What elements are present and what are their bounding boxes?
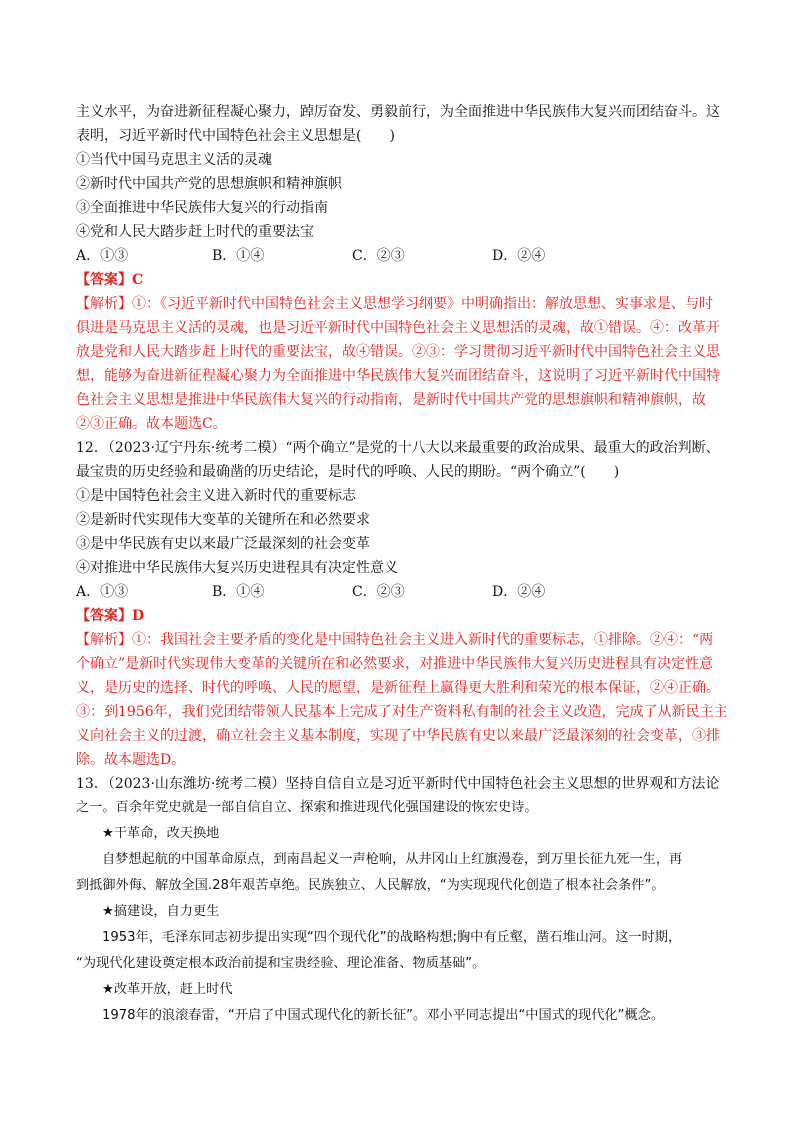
q12-analysis-line-5: 义向社会主义的过渡，确立社会主义基本制度，实现了中华民族有史以来最广泛最深刻的社会变革，③排	[76, 728, 720, 744]
q13-section-1-line-2: 到抵御外侮、解放全国.28年艰苦卓绝。民族独立、人民解放，“为实现现代化创造了根本社会条件”。	[76, 878, 665, 893]
q11-option-a: A．①③	[76, 248, 129, 264]
q11-stem-line-2: 表明，习近平新时代中国特色社会主义思想是( )	[76, 128, 395, 144]
q13-section-2-line-2: “为现代化建设奠定根本政治前提和宝贵经验、理论准备、物质基础”。	[76, 956, 486, 971]
q11-analysis-line-4: 想，能够为奋进新征程凝心聚力为全面推进中华民族伟大复兴而团结奋斗，这说明了习近平新时代中国特	[76, 368, 720, 384]
q12-analysis-line-3: 义，是历史的选择、时代的呼唤、人民的愿望，是新征程上赢得更大胜利和荣光的根本保证，②④正确。	[76, 680, 720, 696]
q12-item-4: ④对推进中华民族伟大复兴历史进程具有决定性意义	[76, 560, 398, 576]
q13-section-3-heading: ★改革开放，赶上时代	[102, 982, 233, 997]
q12-analysis-line-2: 个确立”是新时代实现伟大变革的关键所在和必然要求，对推进中华民族伟大复兴历史进程具有决定性意	[76, 656, 714, 672]
q11-option-c: C．②③	[352, 248, 405, 264]
q11-analysis-line-5: 色社会主义思想是推进中华民族伟大复兴的行动指南，是新时代中国共产党的思想旗帜和精神旗帜，故	[76, 392, 706, 408]
q11-analysis-line-6: ②③正确。故本题选C。	[76, 416, 227, 432]
q13-stem-line-1: 13．（2023·山东潍坊·统考二模）坚持自信自立是习近平新时代中国特色社会主义思想的世界观和方法论	[76, 776, 720, 792]
q11-analysis-line-2: 俱进是马克思主义活的灵魂，也是习近平新时代中国特色社会主义思想活的灵魂，故①错误。④：改革开	[76, 320, 720, 336]
q12-option-a: A．①③	[76, 584, 129, 600]
q13-section-2-heading: ★搞建设，自力更生	[102, 904, 220, 919]
q13-section-3-line-1: 1978年的浪滚春雷，“开启了中国式现代化的新长征”。邓小平同志提出“中国式的现代化”概念。	[102, 1008, 665, 1023]
q12-analysis-line-4: ③：到1956年，我们党团结带领人民基本上完成了对生产资料私有制的社会主义改造，完成了从新民主主	[76, 704, 728, 720]
q11-option-d: D．②④	[492, 248, 546, 264]
q12-analysis-line-1: 【解析】①：我国社会主要矛盾的变化是中国特色社会主义进入新时代的重要标志，①排除。②④：“两	[76, 632, 714, 648]
q12-item-2: ②是新时代实现伟大变革的关键所在和必然要求	[76, 512, 370, 528]
q12-stem-line-1: 12．（2023·辽宁丹东·统考二模）“两个确立”是党的十八大以来最重要的政治成果、最重大的政治判断、	[76, 440, 720, 456]
q13-stem-line-2: 之一。百余年党史就是一部自信自立、探索和推进现代化强国建设的恢宏史诗。	[76, 800, 538, 815]
q12-option-c: C．②③	[352, 584, 405, 600]
q13-section-1-line-1: 自梦想起航的中国革命原点，到南昌起义一声枪响，从井冈山上红旗漫卷，到万里长征九死一生，再	[102, 852, 683, 867]
q12-item-1: ①是中国特色社会主义进入新时代的重要标志	[76, 488, 356, 504]
q12-option-d: D．②④	[492, 584, 546, 600]
q11-analysis-line-1: 【解析】①：《习近平新时代中国特色社会主义思想学习纲要》中明确指出：解放思想、实事求是、与时	[76, 296, 713, 312]
q11-option-b: B．①④	[212, 248, 265, 264]
q11-item-4: ④党和人民大踏步赶上时代的重要法宝	[76, 224, 314, 240]
q11-answer: 【答案】C	[76, 272, 144, 288]
q12-item-3: ③是中华民族有史以来最广泛最深刻的社会变革	[76, 536, 370, 552]
q11-analysis-line-3: 放是党和人民大踏步赶上时代的重要法宝，故④错误。②③：学习贯彻习近平新时代中国特色社会主义思	[76, 344, 720, 360]
q12-option-b: B．①④	[212, 584, 265, 600]
q12-answer: 【答案】D	[76, 608, 145, 624]
q11-item-1: ①当代中国马克思主义活的灵魂	[76, 152, 272, 168]
q11-item-3: ③全面推进中华民族伟大复兴的行动指南	[76, 200, 328, 216]
q11-item-2: ②新时代中国共产党的思想旗帜和精神旗帜	[76, 176, 342, 192]
q13-section-2-line-1: 1953年，毛泽东同志初步提出实现“四个现代化”的战略构想;胸中有丘壑，凿石堆山河。这一时期，	[102, 930, 682, 945]
q12-analysis-line-6: 除。故本题选D。	[76, 752, 186, 768]
q13-section-1-heading: ★干革命，改天换地	[102, 826, 220, 841]
q12-stem-line-2: 最宝贵的历史经验和最确凿的历史结论，是时代的呼唤、人民的期盼。“两个确立”( )	[76, 464, 620, 480]
q11-stem-line-1: 主义水平，为奋进新征程凝心聚力，踔厉奋发、勇毅前行，为全面推进中华民族伟大复兴而团结奋斗。这	[76, 104, 720, 120]
